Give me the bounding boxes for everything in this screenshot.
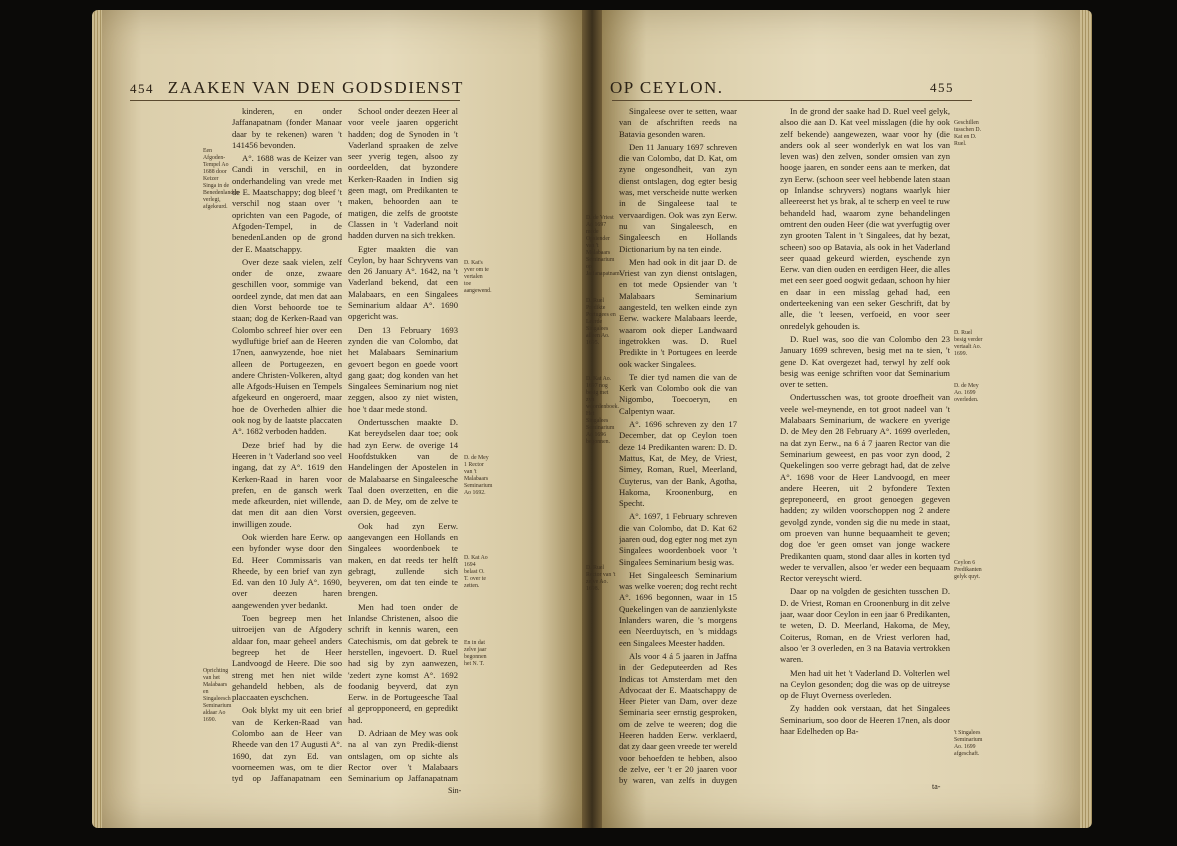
paragraph: Den 11 January 1697 schreven die van Colombo, dat D. Kat, om zyne ongesondheit, van zyn dienst ontslagen, dog egter besig was, met verscheide nutte werken in de Singaleese taal te vervaardigen. Ook was zyn Eerw. nu van Singaleesch, en Singaleesch en Hollands Dictionarium by na ten einde.: [619, 141, 737, 254]
paragraph: Men had uit het 't Vaderland D. Volterlen wel na Ceylon gesonden; dog die was op de uitreyse op de Fluyt Overness overleden.: [780, 667, 950, 701]
paragraph: Ondertusschen was, tot groote droefheit van veele wel-meynende, en tot groot nadeel van 't Malabaars Seminarium, de wackere en yverige D. de Mey den 28 February A°. 1699 overleden, na dat zyn Eerw., na 6 á 7 jaaren Rector van die Seminarium geweest, en pas voor zyn dood, 2 Quekelingen soo verre gebragt had, dat de zelve A°. 1698 voor de Heer Landvoogd, en meer andere Heeren, uit 2 byfondere Texten gepreponeerd, en groot genoegen gegeven hadden; zy wilden voorschoppen nog 2 andere gevolgd zynde, vonden sig die nu mede in staat, om proeven van hunne bequaamheit te geven; dog doe 'er geen omset van jonge wackere Predikanten quam, stond daar alles in korten tyd weder te vervallen, alsoo 'er weder een bequaam Rector vereyscht wierd.: [780, 392, 950, 584]
margin-note: Geschillen tusschen D. Kat en D. Ruel.: [954, 120, 982, 147]
paragraph: D. Ruel was, soo die van Colombo den 23 January 1699 schreven, besig met na te sien, 't gene D. Kat overgezet had, terwyl hy zelf ook besig was eenige schriften voor dat Seminarium over te setten.: [780, 333, 950, 390]
margin-note: D. de Mey Ao. 1699 overleden.: [954, 383, 979, 403]
margin-note: D. de Mey 1 Rector van 't Malabaars Seminarium Ao 1692.: [464, 455, 493, 496]
paragraph: Den 13 February 1693 zynden die van Colombo, dat het Malabaars Seminarium gevoert begon en goede voort gang gaat; dog konden van het Singalees Seminarium nog niet zeggen, alsoo zy niet wisten, hoe 't daar mede stond.: [348, 324, 458, 414]
right-running-title: OP CEYLON.: [610, 78, 724, 97]
page-edge-left: [92, 10, 102, 828]
paragraph: kinderen, en onder Jaffanapatnam (fonder Manaar daar by te rekenen) waren 't 141456 bevonden.: [232, 106, 342, 150]
paragraph: A°. 1688 was de Keizer van Candi in verschil, en in onderhandeling van vrede met de E. Maatschappy; dog bleef 't verschil nog staan over 't oprichten van een Pagode, of Afgoden-Tempel, in de benedenLanden op de grond der E. Maatschappy.: [232, 153, 342, 254]
left-catchword: Sin-: [448, 786, 462, 795]
margin-note: Oprichting van het Malabaars en Singaleesch Seminarium aldaar Ao 1690.: [203, 668, 232, 723]
margin-note: D. Ruel besig verder vertaalt Ao. 1699.: [954, 330, 983, 357]
paragraph: Ook blykt my uit een brief van de Kerken-Raad van Colombo aan de Heer van Rheede van den 17 Augusti A°. 1690, dat zyn Ed. van voorneemen was, om te dier tyd op Jaffanapatnam een: [232, 705, 342, 784]
paragraph: In de grond der saake had D. Ruel veel gelyk, alsoo die aan D. Kat veel misslagen (die hy ook zelf bekende) aangewezen, waar voor hy (die anders ook al seer wonderlyk en wat los van leven was) den zelven, sonder omsien van zyn hooge jaaren, en sonder eens aan te merken, dat zyn Eerw. (schoon seer veel hebbende laten staan op Inlandse schryvers) nogtans waarlyk hier alleereerst het ys brak, al te scherp en veel te ruw behandeld had, waarom zyne behandelingen omtrent den ouden Heer (die wat yverfugtig over zyn grooten Talent in 't Singalees, dat hy bezat, scheen) soo op Batavia, als ook in het Vaderland seer quaad gekeurd wierden, eyschende zyn Eerw. van dien ouden en eerdigen Heer, die alles met een seer goed oogwit gedaan, schoon hy hier en daar in een misslag gehad had, een onderteekening van een seker Geschrift, dat by alle, die 't leesen, verfoeid, en voor seer onredelyk gehouden is.: [780, 106, 950, 331]
paragraph: A°. 1697, 1 February schreven die van Colombo, dat D. Kat 62 jaaren oud, dog egter nog met zyn Singalees woordenboek voor 't Singalees Seminarium besig was.: [619, 511, 737, 567]
paragraph: Te dier tyd namen die van de Kerk van Colombo ook die van Nigombo, Toecoeryn, en Calpentyn waar.: [619, 371, 737, 416]
paragraph: D. Adriaan de Mey was ook na al van zyn Predik-dienst ontslagen, om op sichte als Rector over 't Malabaars Seminarium op Jaffanapatnam: [348, 728, 458, 784]
page-edge-right: [1080, 10, 1092, 828]
margin-note: En in dat zelve jaar begonnen het N. T.: [464, 640, 487, 667]
left-column-1: [232, 106, 342, 786]
left-page-number: 454: [130, 81, 154, 96]
margin-note: D. Kat's yver om te vertalen toe aangewend.: [464, 260, 492, 294]
margin-note: D. Ruel Predikte Portugees en Leerde Singalees alleen Ao. 1695.: [586, 298, 616, 346]
right-column-1: [619, 106, 737, 786]
right-catchword: ta-: [932, 782, 941, 791]
right-head-rule: [612, 100, 972, 101]
right-running-head: [610, 78, 724, 98]
margin-note: Ceylon 6 Predikanten gelyk quyt.: [954, 560, 982, 580]
right-column-2: [780, 106, 950, 786]
paragraph: Men had toen onder de Inlandse Christenen, alsoo die schrift in kennis waren, een Catechismis, om dat gebrek te herstellen, ingevoert. D. Ruel had sig by zyn aanwezen, 'zedert zyne komst A°. 1692 foodanig beyverd, dat zyn Eerw. in de Portugeesche Taal al gepropponeerd, en gepredikt had.: [348, 601, 458, 725]
paragraph: Men had ook in dit jaar D. de Vriest van zyn dienst ontslagen, en tot mede Opsiender van 't Malabaars Seminarium aangesteld, ten welken einde zyn Eerw. wackere Malabaars leerde, waarom ook dieper Landwaard ingetrokken was. D. Ruel Predikte in 't Portugees en leerde ook wacker Singalees.: [619, 256, 737, 369]
left-column-2: [348, 106, 458, 786]
paragraph: Ook wierden hare Eerw. op een byfonder wyse door den Ed. Heer Commissaris van Rheede, by een brief van zyn Ed. van den 10 July A°. 1690, over deezen haren aangewenden yver bedankt.: [232, 531, 342, 610]
paragraph: Deze brief had by die Heeren in 't Vaderland soo veel ingang, dat zy A°. 1619 den Kerken-Raad in haren voor prefen, en de gansch werk mede afkeurden, niet willende, dat men dit aan dien Vorst inwilligen zoude.: [232, 439, 342, 529]
left-head-rule: [130, 100, 460, 101]
paragraph: Over deze saak vielen, zelf onder de onze, zwaare geschillen voor, sommige van oordeel zynde, dat men dat aan dien Vorst behoorde toe te staan; dog de Kerken-Raad van Colombo schreef hier over een wydluftige brief aan de Heeren 17nen, aanwyzende, hoe niet alleen de Portugeezen, en andere Christen-Volkeren, altyd alle Afgods-Huisen en Tempels afgekeurd en ongeroerd, maar hoe de Overheden alhier die ook nog by de laatste placcaten A°. 1682 verboden hadden.: [232, 256, 342, 437]
paragraph: Ondertusschen maakte D. Kat bereydselen daar toe; ook had zyn Eerw. de overige 14 Hoofdstukken van de Handelingen der Apostelen in de Malabaarse en Singaleesche Taal doen overzetten, en die aan D. de Mey, om de zelve te oversien, gegeeven.: [348, 417, 458, 518]
paragraph: Het Singaleesch Seminarium was welke voeren; dog recht recht A°. 1696 begonnen, waar in 15 Quekelingen van de aanzienlykste Inlanders waren, die 's morgens een Neerduytsch, en 's middags een Singalees Meester hadden.: [619, 569, 737, 648]
paragraph: Egter maakten die van Ceylon, by haar Schryvens van den 26 January A°. 1642, na 't Vaderland bekend, dat een Malabaars, en een Singalees Seminarium aldaar A°. 1690 opgericht was.: [348, 243, 458, 322]
paragraph: Zy hadden ook verstaan, dat het Singalees Seminarium, soo door de Heeren 17nen, als door haar Edelheden op Ba-: [780, 703, 950, 737]
right-page-number: 455: [930, 80, 954, 95]
paragraph: Als voor 4 á 5 jaaren in Jaffna in der Gedeputeerden ad Res Indicas tot Amsterdam met den Advocaat der E. Maatschappy de Heer Pieter van Dam, over deze Seminaria seer ernstig gesproken, om de zelve te weeren; dog die Heeren hadden Eerw. verklaerd, dat zy daar geen vreede ter wereld voor behoefden te hebben, alsoo de zelve, eer 't er 20 jaaren voor by waren, van zelfs in duygen: [619, 650, 737, 786]
paragraph: A°. 1696 schreven zy den 17 December, dat op Ceylon toen deze 14 Predikanten waren: D. D. Mattus, Kat, de Mey, de Vriest, Simey, Roman, Ruel, Meerland, Cuyterus, van der Bank, Agotha, Hakoma, Kroonenburg, en Specht.: [619, 419, 737, 509]
margin-note: D. Ruel Rector van 't zelve Ao. 1698.: [586, 565, 616, 592]
margin-note: Een Afgoden-Tempel Ao 1688 door Keizer Singa in de Benedenlanden verlegt, afgekeurd.: [203, 148, 239, 210]
left-running-title: ZAAKEN VAN DEN GODSDIENST: [167, 78, 464, 97]
paragraph: Toen begreep men het uitroeijen van de Afgodery aldaar fon, maar geheel anders begreep het de Heer Landvoogd de Heere. Die soo streng met hen niet wilde gehandeld hebben, als de placcaaten eyschchen.: [232, 613, 342, 703]
margin-note: D. Kat Ao 1694 belast O. T. over te zetten.: [464, 555, 488, 589]
margin-note: D. de Vriest Ao 1697 mede Opsiender van 't Malabaars Seminarium op Jaffanapatnam.: [586, 215, 622, 277]
paragraph: School onder deezen Heer al voor veele jaaren opgericht hadden; dog de Synoden in 't Vaderland spraaken de zelve seer yverig tegen, alsoo zy oordeelden, dat byzondere Kerken-Raaden in Indien sig geen magt, om Predikanten te maken, behoorden aan te matigen, die zelfs de grootste Classen in 't Vaderland noit hadden durven na sich trekken.: [348, 106, 458, 241]
paragraph: Ook had zyn Eerw. aangevangen een Hollands en Singalees woordenboek te maken, en dat reeds ter helft gebragt, zullende sich beyveren, om dat ten einde te brengen.: [348, 520, 458, 599]
left-running-head: [130, 78, 464, 98]
margin-note: 't Singalees Seminarium Ao. 1699 afgeschaft.: [954, 730, 983, 757]
paragraph: Singaleese over te setten, waar van de afschriften reeds na Batavia gesonden waren.: [619, 106, 737, 139]
margin-note: D. Kat Ao. 1697 nog besig met zyn woordenboek. Het Singalees Seminarium Ao 1696 begonnen.: [586, 376, 620, 445]
paragraph: Daar op na volgden de gesichten tusschen D. D. de Vriest, Roman en Croonenburg in dit zelve jaar, waar door Ceylon in een jaar 6 Predikanten, te weten, D. D. Meerland, Hakoma, de Mey, Coiterus, Roman, en de Vriest verloren had, alsoo 'er 3 overleden, en 3 na Batavia vertrokken waren.: [780, 586, 950, 665]
